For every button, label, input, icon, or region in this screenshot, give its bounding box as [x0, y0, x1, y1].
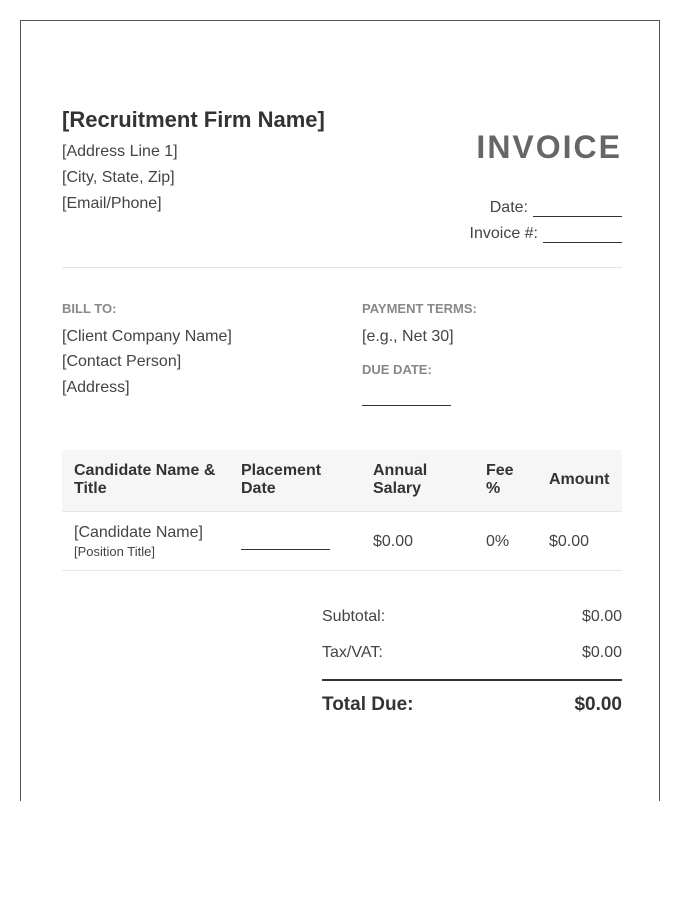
total-due-row	[322, 681, 622, 721]
tax-row	[322, 642, 622, 678]
annual-salary-cell[interactable]: $0.00	[373, 533, 414, 550]
invoice-title: INVOICE	[476, 129, 622, 165]
client-address[interactable]: [Address]	[62, 379, 130, 396]
due-date-field[interactable]	[362, 405, 451, 406]
amount-cell: $0.00	[549, 533, 590, 550]
payment-terms-heading: PAYMENT TERMS:	[362, 301, 477, 316]
due-date-heading: DUE DATE:	[362, 362, 432, 377]
subtotal-value: $0.00	[581, 608, 622, 625]
subtotal-row	[322, 606, 622, 642]
header-amount: Amount	[549, 471, 610, 488]
header-annual-salary: Annual Salary	[373, 462, 428, 497]
totals-section	[322, 606, 622, 721]
invoice-page	[20, 20, 660, 801]
client-contact-person[interactable]: [Contact Person]	[62, 353, 182, 370]
client-company-name[interactable]: [Client Company Name]	[62, 328, 232, 345]
firm-email-phone[interactable]: [Email/Phone]	[62, 195, 162, 212]
header-divider	[62, 267, 622, 268]
firm-address-line1[interactable]: [Address Line 1]	[62, 143, 178, 160]
total-due-label: Total Due:	[322, 694, 414, 715]
firm-name[interactable]: [Recruitment Firm Name]	[62, 107, 325, 132]
date-row	[490, 199, 622, 217]
header-candidate: Candidate Name & Title	[74, 462, 216, 497]
header-placement-date: Placement Date	[241, 462, 322, 497]
invoice-number-label: Invoice #:	[469, 225, 538, 242]
invoice-number-row	[470, 225, 622, 243]
fee-pct-cell[interactable]: 0%	[486, 533, 510, 550]
table-header	[62, 450, 622, 512]
date-label: Date:	[489, 199, 528, 216]
firm-city-state-zip[interactable]: [City, State, Zip]	[62, 169, 175, 186]
total-due-value: $0.00	[574, 694, 622, 715]
placement-date-field[interactable]	[241, 549, 330, 550]
line-items-table	[62, 450, 622, 571]
tax-label: Tax/VAT:	[322, 644, 383, 661]
bill-to-heading: BILL TO:	[62, 301, 117, 316]
payment-terms-value[interactable]: [e.g., Net 30]	[362, 328, 454, 345]
candidate-name[interactable]: [Candidate Name]	[74, 524, 203, 541]
subtotal-label: Subtotal:	[322, 608, 386, 625]
invoice-number-field[interactable]	[543, 227, 622, 243]
table-row	[62, 512, 622, 571]
tax-value: $0.00	[581, 644, 622, 661]
position-title[interactable]: [Position Title]	[74, 544, 155, 559]
header-fee-pct: Fee %	[486, 462, 514, 497]
date-field[interactable]	[533, 201, 622, 217]
